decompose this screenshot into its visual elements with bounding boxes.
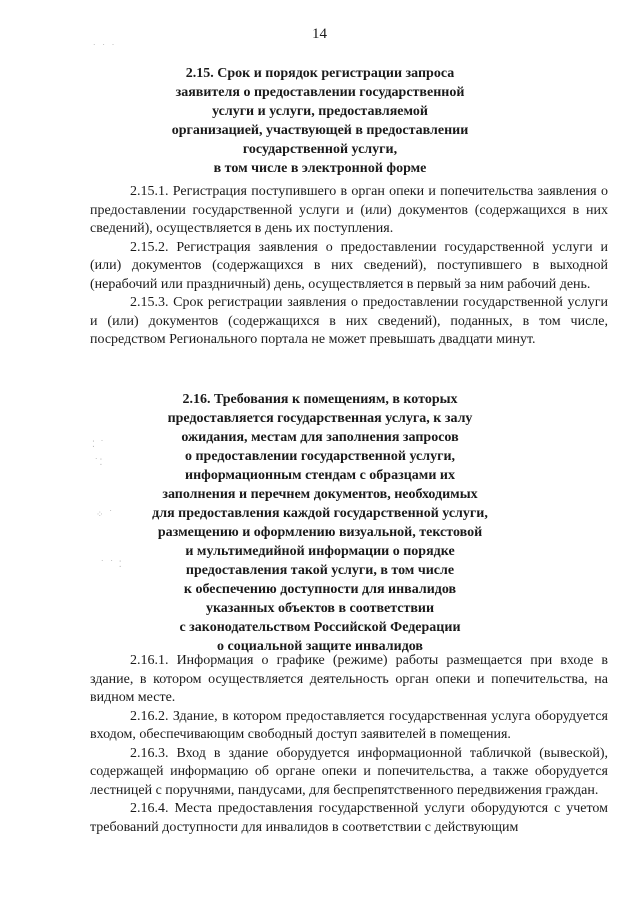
paragraph-2-16-1: 2.16.1. Информация о графике (режиме) работы размещается при входе в здание, в котором осуществляется деятельность орган опеки и попечительства, на видном месте. [90,653,608,705]
paragraph-2-16-4: 2.16.4. Места предоставления государственной услуги оборудуются с учетом требований доступности для инвалидов в соответствии с действующим [90,801,608,835]
heading-line: в том числе в электронной форме [213,161,427,176]
page-number: 14 [312,26,327,42]
heading-line: информационным стендам с образцами их [185,468,455,483]
section-215-body [90,183,608,350]
heading-line: размещению и оформлению визуальной, текстовой [157,525,483,540]
heading-line: организацией, участвующей в предоставлении [171,123,469,138]
paragraph-2-15-3: 2.15.3. Срок регистрации заявления о предоставлении государственной услуги и (или) документов (содержащихся в них сведений), поданных, в том числе, посредством Регионального портала не может превышать двадцати минут. [90,295,608,347]
section-215-heading [90,64,550,178]
heading-line: указанных объектов в соответствии [205,601,435,616]
scan-artifact: ˙ ˙ ⁚ [100,560,123,570]
heading-line: 2.16. Требования к помещениям, в которых [182,392,458,407]
heading-line: с законодательством Российской Федерации [179,620,461,635]
heading-line: предоставляется государственная услуга, к залу [167,411,473,426]
paragraph-2-15-1: 2.15.1. Регистрация поступившего в орган опеки и попечительства заявления о предоставлении государственной услуги и (или) документов (содержащихся в них сведений), осуществляется в день их поступления. [90,184,608,236]
heading-line: ожидания, местам для заполнения запросов [181,430,459,445]
heading-line: 2.15. Срок и порядок регистрации запроса [185,66,455,81]
scan-artifact: ⁘ ˙ [96,510,114,520]
heading-line: о социальной защите инвалидов [217,639,423,654]
paragraph-2-15-2: 2.15.2. Регистрация заявления о предоставлении государственной услуги и (или) документов (содержащихся в них сведений), поступившего в выходной (нерабочий или праздничный) день, осуществляется в первый за ним рабочий день. [90,239,608,292]
heading-line: предоставления такой услуги, в том числе [185,563,455,578]
heading-line: услуги и услуги, предоставляемой [212,104,428,119]
paragraph-2-16-2: 2.16.2. Здание, в котором предоставляется государственная услуга оборудуется входом, обеспечивающим свободный доступ заявителей в помещения. [90,708,608,742]
heading-line: государственной услуги, [242,142,398,157]
heading-line: и мультимедийной информации о порядке [185,544,455,559]
heading-line: о предоставлении государственной услуги, [184,449,456,464]
section-216-heading [90,390,550,656]
scan-artifact: ⁚ ˙ [92,440,106,450]
section-216-body [90,652,608,837]
heading-line: заполнения и перечнем документов, необходимых [162,487,478,502]
heading-line: для предоставления каждой государственной услуги, [152,506,488,521]
scan-artifact: ˙ ˙ ˙ [92,44,117,54]
paragraph-2-16-3: 2.16.3. Вход в здание оборудуется информационной табличкой (вывеской), содержащей информацию об органе опеки и попечительства, а также оборудуется лестницей с поручнями, пандусами, для беспрепятственного передвижения граждан. [90,745,608,798]
scan-artifact: ˙⁚ [94,458,104,468]
heading-line: заявителя о предоставлении государственной [175,85,465,100]
heading-line: к обеспечению доступности для инвалидов [183,582,457,597]
